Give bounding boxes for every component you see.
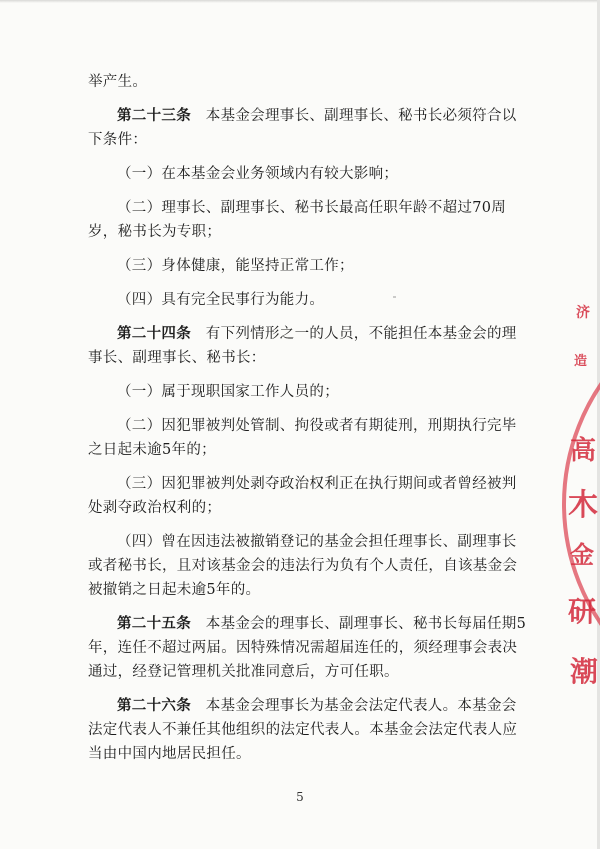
seal-char-7: 潮	[570, 655, 599, 688]
article-26-heading: 第二十六条	[117, 697, 191, 714]
red-seal-fragment	[562, 290, 600, 730]
article-24-item-4: （四）曾在因违法被撤销登记的基金会担任理事长、副理事长或者秘书长，且对该基金会的违法行为负有个人责任，自该基金会被撤销之日起未逾5年的。	[88, 534, 518, 598]
seal-char-2: 造	[574, 354, 588, 369]
article-23-text: 本基金会理事长、副理事长、秘书长必须符合以下条件：	[88, 108, 517, 148]
article-24-item-2: （二）因犯罪被判处管制、拘役或者有期徒刑，刑期执行完毕之日起未逾5年的；	[88, 418, 517, 458]
article-23-heading: 第二十三条	[117, 107, 191, 124]
document-body	[88, 70, 528, 776]
seal-char-5: 金	[570, 541, 594, 569]
article-26-text: 本基金会理事长为基金会法定代表人。本基金会法定代表人不兼任其他组织的法定代表人。本基金会法定代表人应当由中国内地居民担任。	[88, 698, 518, 762]
article-23-item-4: （四）具有完全民事行为能力。	[117, 292, 325, 308]
article-24	[88, 322, 528, 370]
article-23-item-2: （二）理事长、副理事长、秘书长最高任职年龄不超过70周岁，秘书长为专职；	[88, 200, 507, 240]
seal-char-6: 研	[568, 595, 597, 628]
article-24-heading: 第二十四条	[117, 325, 191, 342]
article-26	[88, 694, 528, 766]
page-number: 5	[296, 790, 304, 804]
scan-speck	[393, 296, 396, 298]
seal-char-4: 木	[568, 488, 598, 523]
article-25-heading: 第二十五条	[117, 615, 191, 632]
article-23-item-1: （一）在本基金会业务领域内有较大影响；	[117, 166, 399, 182]
article-25	[88, 612, 528, 684]
article-25-text: 本基金会的理事长、副理事长、秘书长每届任期5年，连任不超过两届。因特殊情况需超届连任的，须经理事会表决通过，经登记管理机关批准同意后，方可任职。	[88, 616, 527, 680]
article-24-item-3: （三）因犯罪被判处剥夺政治权利正在执行期间或者曾经被判处剥夺政治权利的；	[88, 476, 517, 516]
article-24-item-1: （一）属于现职国家工作人员的；	[117, 384, 339, 400]
continued-line: 举产生。	[88, 74, 148, 90]
article-23	[88, 104, 528, 152]
seal-char-3: 高	[570, 436, 597, 466]
article-23-item-3: （三）身体健康，能坚持正常工作；	[117, 258, 354, 274]
article-24-text: 有下列情形之一的人员，不能担任本基金会的理事长、副理事长、秘书长：	[88, 326, 517, 366]
scan-edge-top	[0, 0, 600, 3]
seal-char-1: 济	[576, 305, 590, 321]
